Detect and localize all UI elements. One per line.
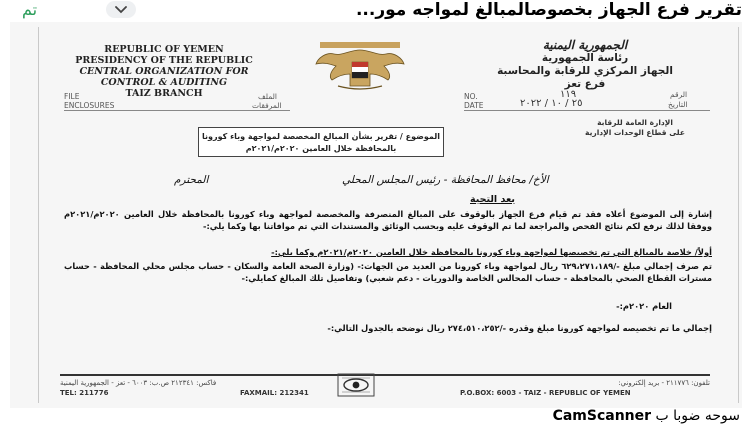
letterhead-en-line: PRESIDENCY OF THE REPUBLIC [75,55,253,66]
body-paragraph: إشارة إلى الموضوع أعلاه فقد تم قيام فرع الجهاز بالوقوف على المبالغ المنصرفة والمخصصة لمواجهة وباء كورونا بالمحافظة خلال العامين ٢٠٢٠م/٢٠٢١م ووفقا لذلك نرفع لكم نتائج الفحص والمراجعة لما تم الوقوف عليه وبحسب الوثائق والمستندات التي تم موافاتنا بها وكما يلي:- [64,209,712,231]
letterhead-en-line: REPUBLIC OF YEMEN [104,44,224,55]
footer-pobox: P.O.BOX: 6003 - TAIZ - REPUBLIC OF YEMEN [460,389,631,397]
letterhead-arabic [470,38,700,91]
number-label: NO. [464,92,478,101]
greeting: بعد التحية [470,194,515,205]
letterhead-ar-line: رئاسة الجمهورية [541,52,629,64]
file-label: FILE [64,92,80,101]
letterhead-ar-line: الجهاز المركزي للرقابة والمحاسبة [497,65,673,77]
number-label-ar: الرقم [670,90,688,99]
letterhead-en-line: TAIZ BRANCH [125,88,203,99]
number-value: ١١٩ [560,89,577,100]
subject-box [198,127,444,157]
date-label: DATE [464,101,484,110]
date-value: ٢٥ / ١٠ / ٢٠٢٢ [520,98,583,109]
document-title: تقرير فرع الجهاز بخصوصالمبالغ لمواجه مور... [355,0,742,20]
year-heading: العام ٢٠٢٠م:- [616,301,672,311]
expand-button[interactable] [106,1,136,18]
enclosures-label: ENCLOSURES [64,101,115,110]
date-label-ar: التاريخ [668,100,688,109]
letterhead-en-line: CENTRAL ORGANIZATION FOR [79,66,249,77]
camscanner-watermark [494,408,740,428]
footer-ar-right: تلفون: ٢١١٧٧٦ - بريد إلكتروني: [618,379,710,387]
meta-divider [464,110,710,111]
file-label-ar: الملف [258,92,277,101]
meta-divider [64,110,290,111]
letterhead-en-line: CONTROL & AUDITING [100,77,228,88]
honorific: المحترم [174,174,209,186]
watermark-prefix: سوحه ضوبا ب [655,408,740,424]
letterhead-english [44,44,284,99]
footer-tel: TEL: 211776 [60,389,109,397]
footer-ar-left: فاكس: ٢١٢٣٤١ ص.ب: ٦٠٠٣ - تعز - الجمهورية اليمنية [60,379,217,387]
footer-fax: FAXMAIL: 212341 [240,389,309,397]
subject-line: بالمحافظة خلال العامين ٢٠٢٠م/٢٠٢١م [245,144,397,153]
footer-logo-icon [336,372,376,398]
addressee: الأخ/ محافظ المحافظة - رئيس المجلس المحلي [342,174,549,186]
subject-line: الموضوع / تقرير بشأن المبالغ المخصصة لمواجهة وباء كورونا [202,132,440,141]
section-heading: أولاً/ خلاصة بالمبالغ التي تم تخصيصها لمواجهة وباء كورونا بالمحافظة خلال العامين ٢٠٢٠م/٢٠٢١م وكما يلي:- [271,247,712,257]
top-bar [0,0,750,22]
letterhead-ar-line: فرع تعز [564,78,606,90]
body-paragraph: تم صرف إجمالي مبلغ -/٦٢٩،٢٧١،١٨٩ ريال لمواجهة وباء كورونا من العديد من الجهات:- (وزارة الصحة العامة والسكان - حساب مجلس محلي المحافظة - حساب مسترات القطاع الصحي بالمحافظة - حساب المحالس الخاصة والدوريات - دعم شعبي) وتفاصيل تلك المبالغ كمايلي:- [64,261,712,283]
enclosures-label-ar: المرفقات [252,101,282,110]
page-edge-right [738,27,739,403]
page-edge-left [38,27,39,403]
letterhead-ar-line: الجمهورية اليمنية [542,38,628,52]
watermark-brand: CamScanner [552,408,652,424]
chevron-down-icon [115,6,127,14]
body-paragraph: إجمالي ما تم تخصيصه لمواجهة كورونا مبلغ وقدره -/٢٧٤،٥١٠،٢٥٢ ريال نوضحه بالجدول التالي:- [327,323,712,333]
eagle-emblem-icon [312,40,408,94]
department-line: الإدارة العامة للرقابة [597,118,673,127]
done-button[interactable]: تم [22,0,38,19]
department-line: على قطاع الوحدات الإدارية [585,128,685,137]
department-label [560,118,710,138]
footer-divider [60,374,710,376]
